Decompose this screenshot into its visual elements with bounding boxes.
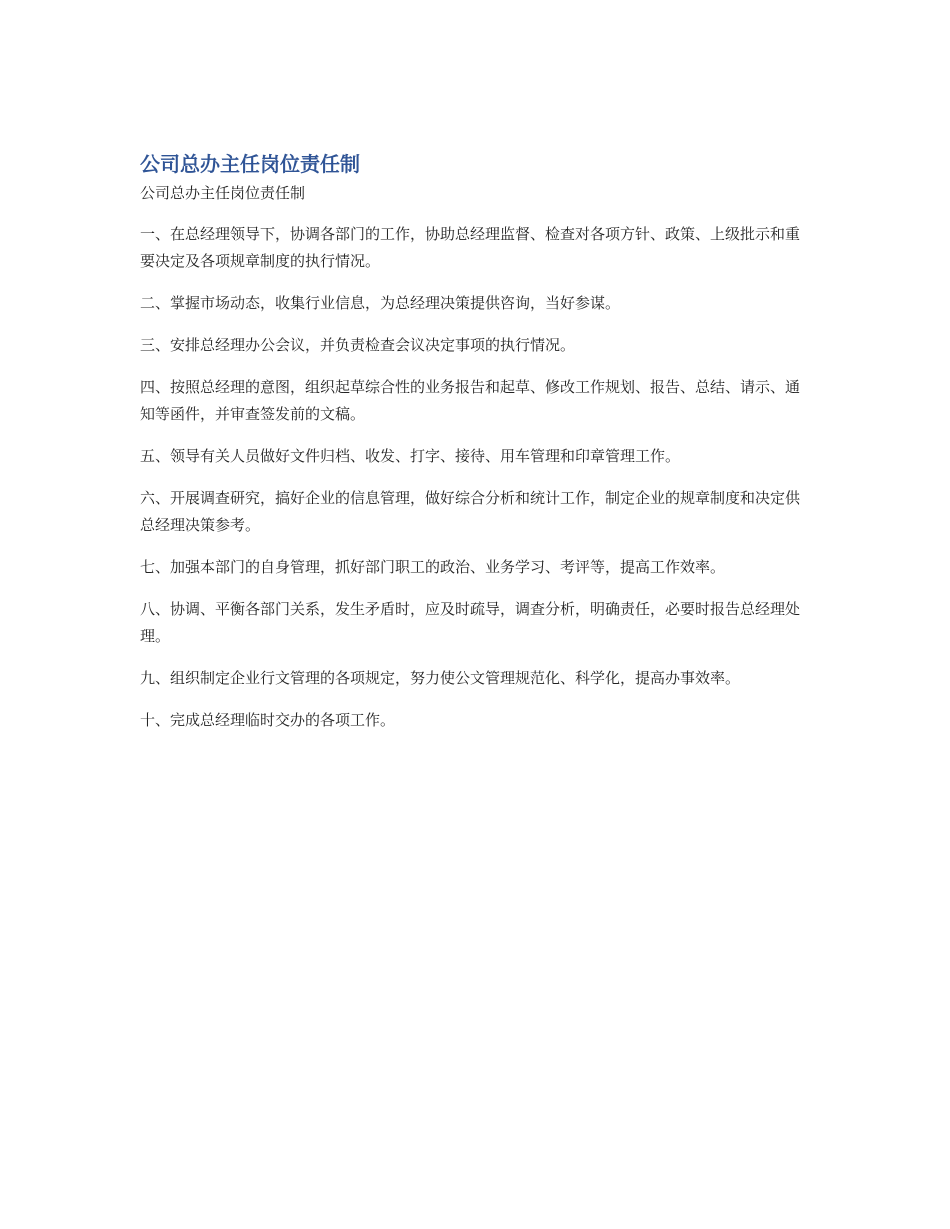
- duty-item-10: 十、完成总经理临时交办的各项工作。: [140, 711, 396, 729]
- duty-item-1: 一、在总经理领导下，协调各部门的工作，协助总经理监督、检查对各项方针、政策、上级批示和重要决定及各项规章制度的执行情况。: [140, 225, 801, 270]
- duty-item-7: 七、加强本部门的自身管理，抓好部门职工的政治、业务学习、考评等，提高工作效率。: [140, 558, 726, 576]
- duty-item-5: 五、领导有关人员做好文件归档、收发、打字、接待、用车管理和印章管理工作。: [140, 447, 681, 465]
- duty-item-2: 二、掌握市场动态，收集行业信息，为总经理决策提供咨询，当好参谋。: [140, 294, 621, 312]
- duty-item-9: 九、组织制定企业行文管理的各项规定，努力使公文管理规范化、科学化，提高办事效率。: [140, 669, 741, 687]
- duty-list: [140, 221, 812, 734]
- duty-item-8: 八、协调、平衡各部门关系，发生矛盾时，应及时疏导，调查分析，明确责任，必要时报告总经理处理。: [140, 600, 801, 645]
- document-body: [140, 150, 812, 734]
- duty-item-6: 六、开展调查研究，搞好企业的信息管理，做好综合分析和统计工作，制定企业的规章制度和决定供总经理决策参考。: [140, 489, 801, 534]
- duty-item-4: 四、按照总经理的意图，组织起草综合性的业务报告和起草、修改工作规划、报告、总结、请示、通知等函件，并审查签发前的文稿。: [140, 378, 801, 423]
- document-subtitle: 公司总办主任岗位责任制: [140, 184, 306, 202]
- page-title: 公司总办主任岗位责任制: [140, 152, 360, 176]
- duty-item-3: 三、安排总经理办公会议，并负责检查会议决定事项的执行情况。: [140, 336, 576, 354]
